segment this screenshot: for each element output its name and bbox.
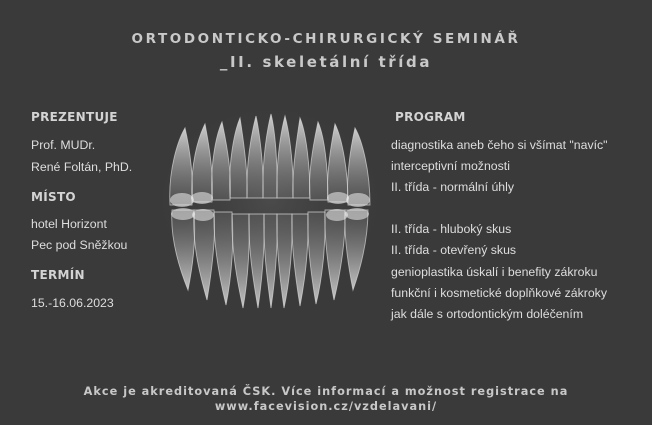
venue-line-1: hotel Horizont	[31, 217, 107, 231]
program-item-3: II. třída - normální úhly	[391, 180, 515, 194]
accreditation-note: Akce je akreditovaná ČSK. Více informací a možnost registrace na	[83, 385, 569, 398]
date-heading: TERMÍN	[31, 268, 85, 282]
seminar-title: ORTODONTICKO-CHIRURGICKÝ SEMINÁŘ	[131, 31, 521, 47]
teeth-xray-illustration	[150, 110, 390, 310]
venue-line-2: Pec pod Sněžkou	[31, 238, 128, 252]
program-heading: PROGRAM	[395, 110, 466, 124]
seminar-subtitle: _II. skeletální třída	[219, 53, 433, 71]
program-item-7: funkční i kosmetické doplňkové zákroky	[391, 286, 607, 300]
registration-link[interactable]: www.facevision.cz/vzdelavani/	[214, 400, 438, 413]
date-value: 15.-16.06.2023	[31, 296, 114, 310]
venue-heading: MÍSTO	[31, 190, 76, 204]
presenter-heading: PREZENTUJE	[31, 110, 118, 124]
presenter-line-1: Prof. MUDr.	[31, 138, 96, 152]
program-item-1: diagnostika aneb čeho si všímat "navíc"	[391, 138, 608, 152]
program-item-8: jak dále s ortodontickým doléčením	[391, 307, 584, 321]
program-item-6: genioplastika úskalí i benefity zákroku	[391, 265, 598, 279]
program-item-4: II. třída - hluboký skus	[391, 222, 512, 236]
presenter-line-2: René Foltán, PhD.	[31, 160, 133, 174]
program-item-5: II. třída - otevřený skus	[391, 243, 517, 257]
program-item-2: interceptivní možnosti	[391, 159, 510, 173]
